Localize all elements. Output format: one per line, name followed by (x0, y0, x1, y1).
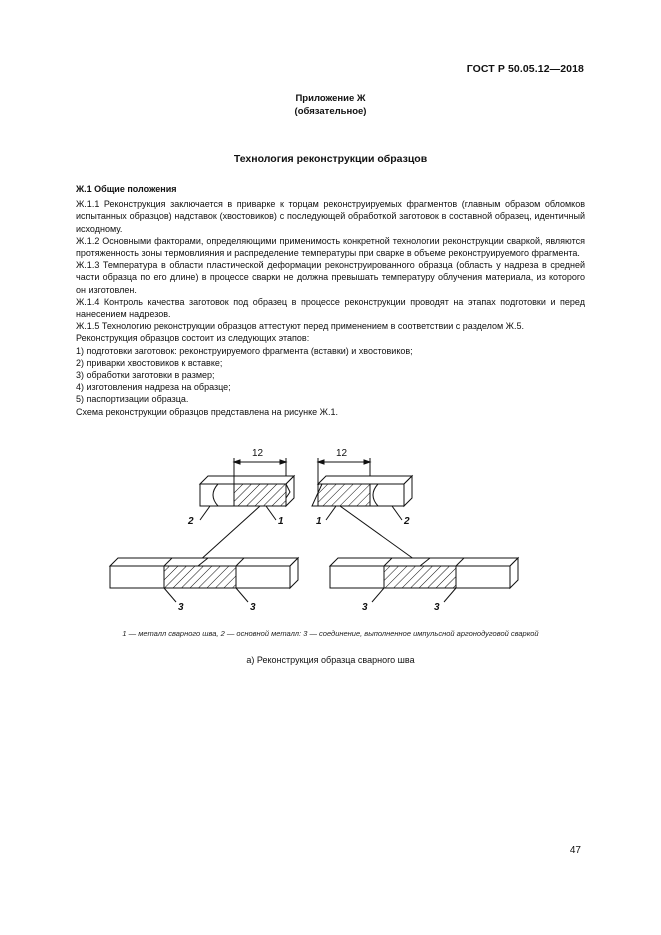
annex-heading (0, 92, 661, 118)
paragraph: Ж.1.1 Реконструкция заключается в приварке к торцам реконструируемых фрагментов (главным образом обломков испытанных образцов) надставок (хвостовиков) с последующей обработкой заготовок в составной образец, идентичный исходному. (76, 199, 585, 234)
section-heading: Ж.1 Общие положения (76, 184, 177, 194)
reconstruction-diagram (100, 440, 540, 620)
paragraph: Ж.1.2 Основными факторами, определяющими применимость конкретной технологии реконструкции сваркой, являются протяженность зоны термовлияния и распределение температуры при сварке в объеме реконструируемого фрагмента. (76, 235, 585, 259)
body-text (76, 183, 585, 418)
page-number: 47 (569, 845, 581, 856)
paragraph: Ж.1.5 Технологию реконструкции образцов аттестуют перед применением в соответствии с разделом Ж.5. (76, 321, 524, 332)
standard-designation: ГОСТ Р 50.05.12—2018 (466, 63, 584, 75)
callout-label: 3 (178, 602, 184, 613)
left-fragment-block (200, 476, 294, 506)
step-item: 2) приварки хвостовиков к вставке; (76, 357, 223, 368)
figure-caption: а) Реконструкция образца сварного шва (246, 655, 415, 665)
figure-legend: 1 — металл сварного шва, 2 — основной металл: 3 — соединение, выполненное импульсной аргонодуговой сваркой (122, 629, 539, 638)
document-title: Технология реконструкции образцов (233, 153, 428, 165)
dimension-label: 12 (336, 448, 348, 459)
right-fragment-block (312, 476, 412, 506)
callout-label: 3 (434, 602, 440, 613)
callout-label: 3 (250, 602, 256, 613)
steps-intro: Реконструкция образцов состоит из следующих этапов: (76, 333, 310, 344)
annex-status: (обязательное) (294, 106, 367, 117)
paragraph: Ж.1.3 Температура в области пластической деформации реконструированного образца (область у надреза в средней части образца по его длине) в процессе сварки не должна превышать температуру облучения материала, из которого он изготовлен. (76, 260, 585, 295)
step-item: 5) паспортизации образца. (76, 394, 189, 405)
step-item: 3) обработки заготовки в размер; (76, 370, 215, 381)
callout-label: 2 (188, 516, 194, 527)
paragraph: Ж.1.4 Контроль качества заготовок под образец в процессе реконструкции проводят на этапах подготовки и перед нанесением надрезов. (76, 296, 585, 320)
right-assembled-block (330, 558, 518, 588)
callout-label: 3 (362, 602, 368, 613)
left-assembled-block (110, 558, 298, 588)
callout-label: 1 (316, 516, 322, 527)
callout-label: 2 (404, 516, 410, 527)
figure-reference: Схема реконструкции образцов представлена на рисунке Ж.1. (76, 406, 338, 417)
step-item: 4) изготовления надреза на образце; (76, 382, 231, 393)
annex-title: Приложение Ж (295, 93, 366, 104)
step-item: 1) подготовки заготовок: реконструируемого фрагмента (вставки) и хвостовиков; (76, 345, 413, 356)
dimension-label: 12 (252, 448, 264, 459)
callout-label: 1 (278, 516, 284, 527)
